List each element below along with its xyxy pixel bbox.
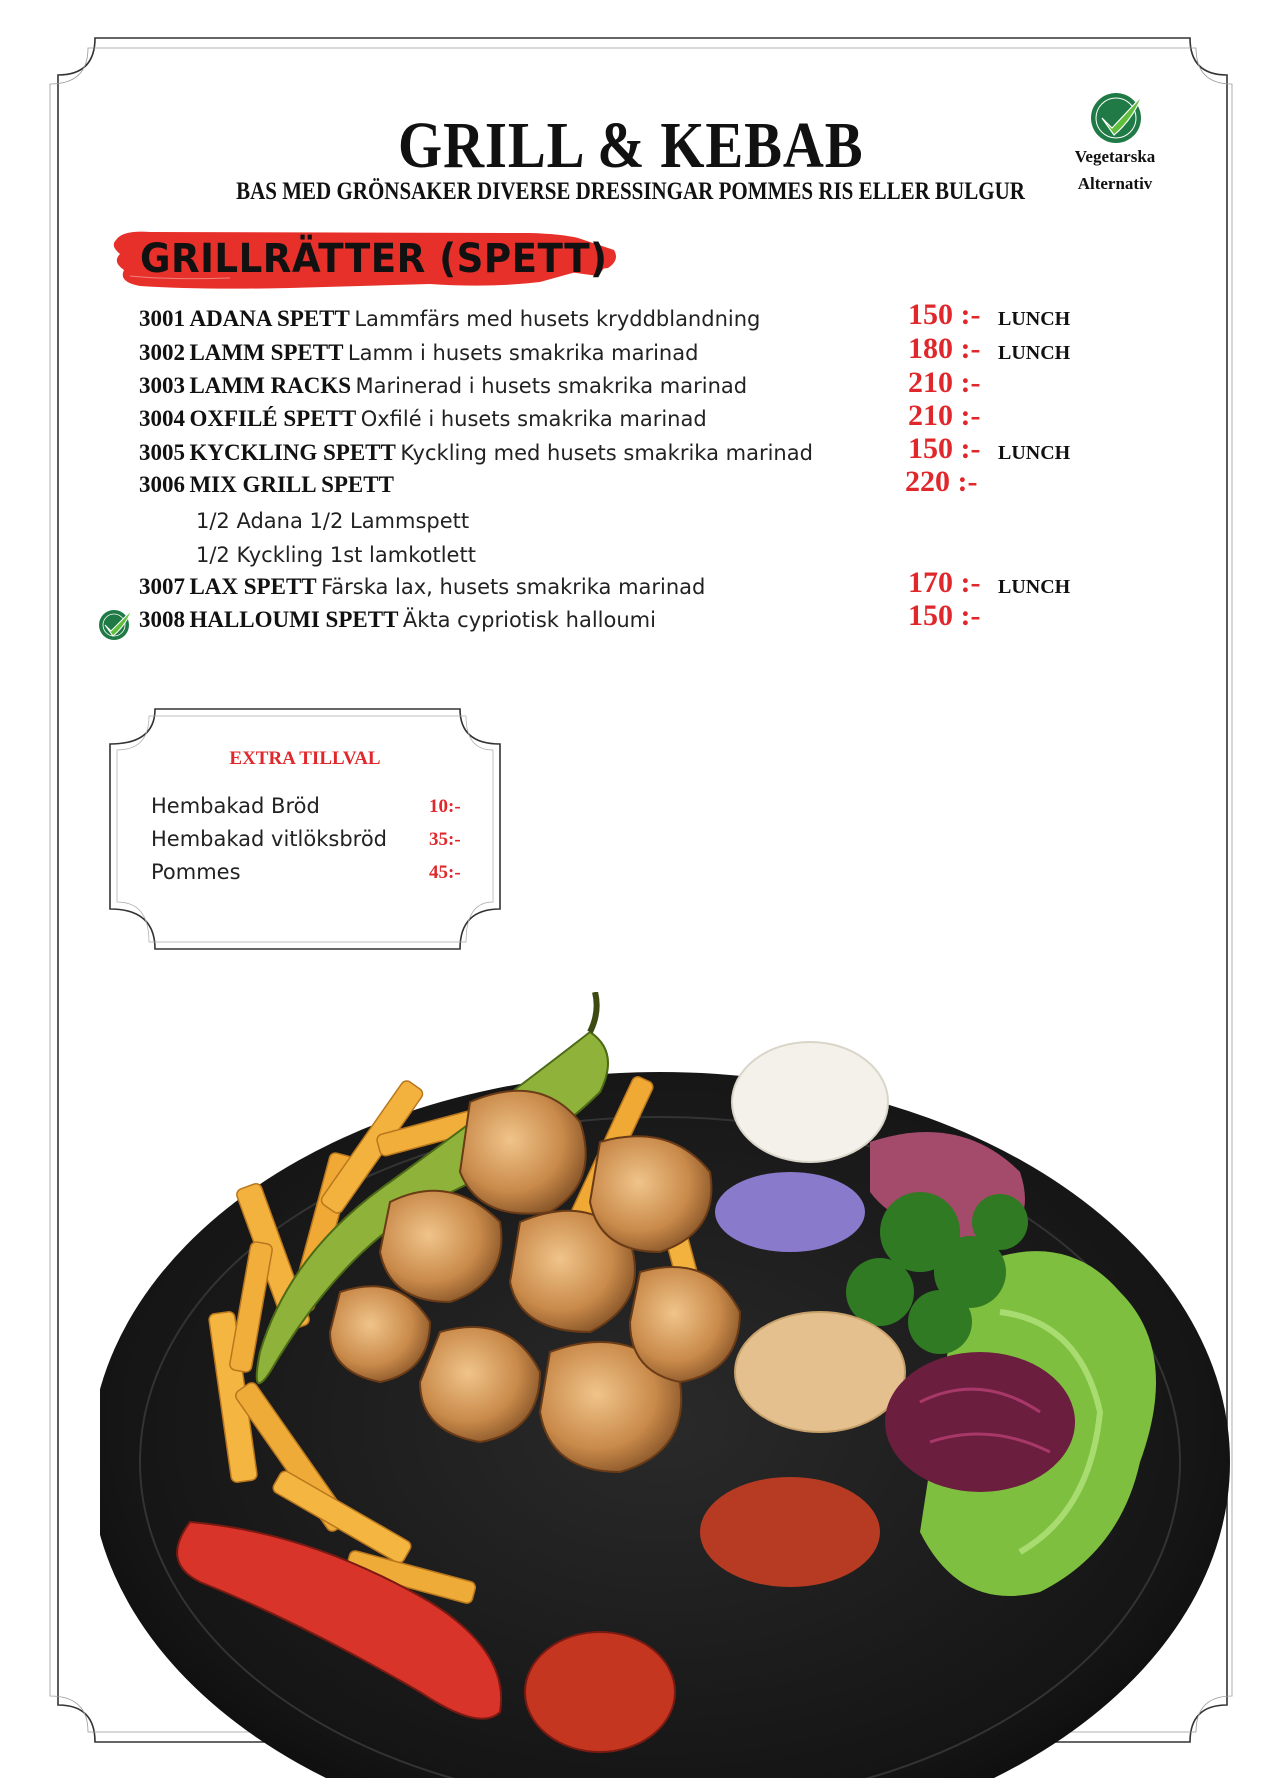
item-description: Färska lax, husets smakrika marinad: [321, 575, 706, 599]
vegan-friendly-icon: [1088, 88, 1148, 146]
item-name: OXFILÉ SPETT: [189, 406, 357, 431]
lunch-tag: LUNCH: [998, 342, 1071, 364]
item-price: 170 :-: [908, 566, 981, 599]
extra-item-name: Hembakad vitlöksbröd: [151, 827, 387, 851]
purple-puree: [715, 1172, 865, 1252]
menu-item: [139, 607, 656, 637]
grilled-tomato: [525, 1632, 675, 1752]
vegetarian-label: Vegetarska: [1074, 147, 1156, 166]
item-description: Marinerad i husets smakrika marinad: [355, 374, 748, 398]
extra-item-price: 10:-: [429, 796, 461, 817]
item-code: 3006: [139, 472, 185, 497]
lunch-tag: LUNCH: [998, 308, 1071, 330]
item-description: Oxfilé i husets smakrika marinad: [360, 407, 707, 431]
lunch-tag: LUNCH: [998, 576, 1071, 598]
item-name: LAMM RACKS: [189, 373, 352, 398]
red-cabbage: [885, 1352, 1075, 1492]
item-name: KYCKLING SPETT: [189, 440, 396, 465]
item-name: HALLOUMI SPETT: [189, 607, 399, 632]
item-name: ADANA SPETT: [189, 306, 350, 331]
item-code: 3003: [139, 373, 185, 398]
item-price: 180 :-: [908, 332, 981, 365]
extra-item-name: Hembakad Bröd: [151, 794, 320, 818]
menu-item: [139, 340, 698, 370]
item-description: Äkta cypriotisk halloumi: [402, 608, 656, 632]
yogurt-dip: [732, 1042, 888, 1162]
ezme-salad: [700, 1477, 880, 1587]
menu-item: [139, 406, 707, 436]
food-photo: [100, 992, 1230, 1778]
item-price: 150 :-: [908, 298, 981, 331]
lunch-tag: LUNCH: [998, 442, 1071, 464]
item-code: 3001: [139, 306, 185, 331]
item-price: 150 :-: [908, 432, 981, 465]
menu-item: [139, 574, 705, 604]
item-name: LAX SPETT: [189, 574, 317, 599]
item-name: LAMM SPETT: [189, 340, 344, 365]
extra-item: [151, 827, 471, 857]
extra-item: [151, 860, 471, 890]
item-code: 3004: [139, 406, 185, 431]
mix-grill-detail: 1/2 Kyckling 1st lamkotlett: [196, 543, 476, 567]
vegan-friendly-icon: [96, 606, 136, 642]
item-description: Kyckling med husets smakrika marinad: [400, 441, 813, 465]
extra-item-price: 35:-: [429, 829, 461, 850]
item-price: 150 :-: [908, 599, 981, 632]
item-code: 3002: [139, 340, 185, 365]
mix-grill-detail: 1/2 Adana 1/2 Lammspett: [196, 509, 470, 533]
page-title: GRILL & KEBAB: [398, 109, 864, 182]
item-price: 220 :-: [905, 465, 978, 498]
vegetarian-label-2: Alternativ: [1077, 174, 1153, 193]
menu-item: [139, 472, 394, 502]
page-subtitle: BAS MED GRÖNSAKER DIVERSE DRESSINGAR POMMES RIS ELLER BULGUR: [236, 178, 1025, 205]
item-description: Lammfärs med husets kryddblandning: [354, 307, 761, 331]
item-name: MIX GRILL SPETT: [189, 472, 394, 497]
extras-title: EXTRA TILLVAL: [229, 748, 381, 769]
item-code: 3007: [139, 574, 185, 599]
menu-item: [139, 373, 747, 403]
extra-item-name: Pommes: [151, 860, 241, 884]
hummus: [735, 1312, 905, 1432]
item-description: Lamm i husets smakrika marinad: [347, 341, 699, 365]
extra-item: [151, 794, 471, 824]
section-title: GRILLRÄTTER (SPETT): [140, 236, 608, 282]
item-code: 3005: [139, 440, 185, 465]
menu-item: [139, 440, 813, 470]
item-price: 210 :-: [908, 366, 981, 399]
item-price: 210 :-: [908, 399, 981, 432]
menu-item: [139, 306, 760, 336]
item-code: 3008: [139, 607, 185, 632]
extra-item-price: 45:-: [429, 862, 461, 883]
